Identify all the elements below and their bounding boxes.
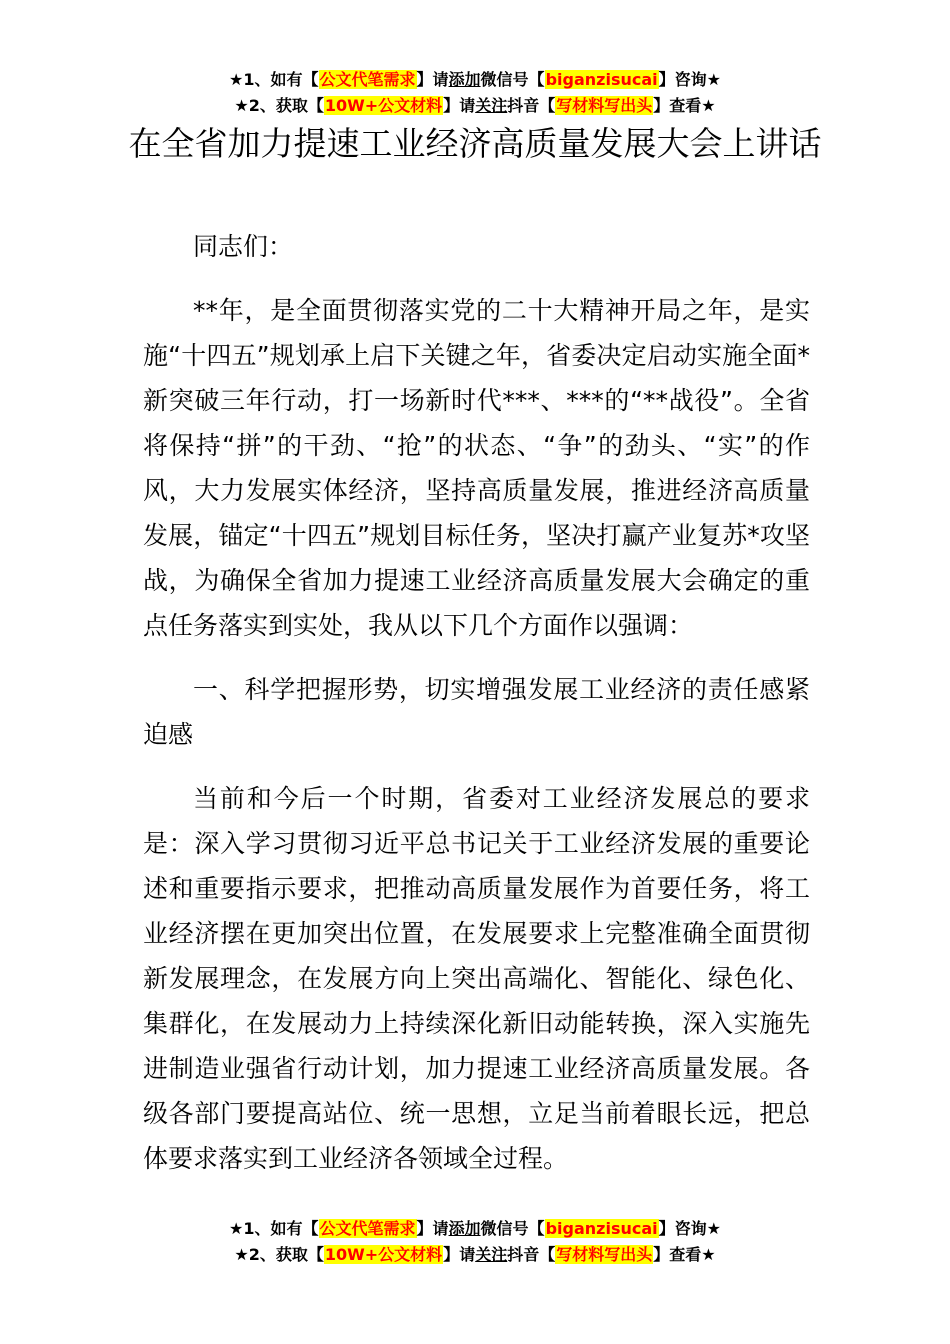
document-body: [143, 224, 810, 1200]
paragraph: **年，是全面贯彻落实党的二十大精神开局之年，是实施“十四五”规划承上启下关键之年，省委决定启动实施全面*新突破三年行动，打一场新时代***、***的“**战役”。全省将保持“拼”的干劲、“抢”的状态、“争”的劲头、“实”的作风，大力发展实体经济，坚持高质量发展，推进经济高质量发展，锚定“十四五”规划目标任务，坚决打赢产业复苏*攻坚战，为确保全省加力提速工业经济高质量发展大会确定的重点任务落实到实处，我从以下几个方面作以强调：: [143, 296, 810, 640]
promo-douyin-id: 写材料写出头: [556, 1245, 653, 1264]
document-title: 在全省加力提速工业经济高质量发展大会上讲话: [128, 124, 822, 163]
paragraph: 当前和今后一个时期，省委对工业经济发展总的要求是：深入学习贯彻习近平总书记关于工业经济发展的重要论述和重要指示要求，把推动高质量发展作为首要任务，将工业经济摆在更加突出位置，在发展要求上完整准确全面贯彻新发展理念，在发展方向上突出高端化、智能化、绿色化、集群化，在发展动力上持续深化新旧动能转换，深入实施先进制造业强省行动计划，加力提速工业经济高质量发展。各级各部门要提高站位、统一思想，立足当前着眼长远，把总体要求落实到工业经济各领域全过程。: [143, 784, 810, 1173]
promo-wechat-id: biganzisucai: [545, 70, 658, 89]
promo-line-1: ★1、如有【公文代笔需求】请添加微信号【biganzisucai】咨询★: [229, 70, 721, 89]
promo-line-1: ★1、如有【公文代笔需求】请添加微信号【biganzisucai】咨询★: [229, 1219, 721, 1238]
promo-highlight: 公文代笔需求: [319, 70, 416, 89]
promo-line-2: ★2、获取【10W+公文材料】请关注抖音【写材料写出头】查看★: [234, 1245, 716, 1264]
promo-wechat-id: biganzisucai: [545, 1219, 658, 1238]
promo-line-2: ★2、获取【10W+公文材料】请关注抖音【写材料写出头】查看★: [234, 96, 716, 115]
promo-highlight: 10W+公文材料: [324, 96, 443, 115]
promo-highlight: 公文代笔需求: [319, 1219, 416, 1238]
promo-header: [0, 67, 950, 119]
promo-highlight: 10W+公文材料: [324, 1245, 443, 1264]
salutation: 同志们：: [193, 232, 294, 261]
section-heading: 一、科学把握形势，切实增强发展工业经济的责任感紧迫感: [143, 675, 810, 749]
promo-footer: [0, 1216, 950, 1268]
promo-douyin-id: 写材料写出头: [556, 96, 653, 115]
